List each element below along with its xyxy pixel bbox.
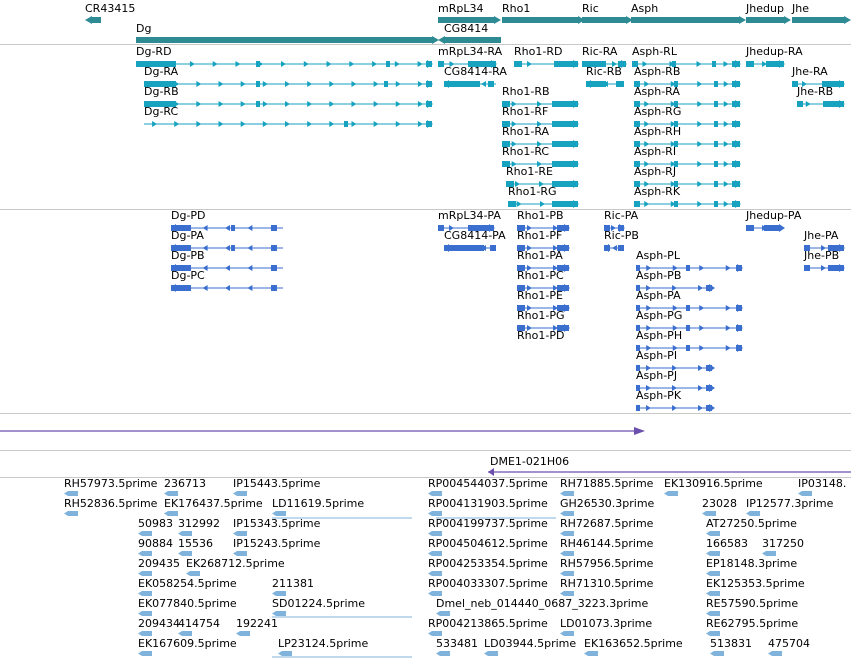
est-glyph[interactable] (436, 651, 476, 657)
est-label: RP004253354.5prime (428, 557, 548, 570)
est-connector[interactable] (436, 516, 556, 520)
est-label: RE62795.5prime (706, 617, 799, 630)
transcript-glyph[interactable] (508, 199, 580, 209)
gene-label: CR43415 (85, 2, 136, 15)
gene-label: Jhe (792, 2, 809, 15)
gene-glyph[interactable] (502, 16, 586, 24)
est-label: RP004544037.5prime (428, 477, 548, 490)
gene-label: mRpL34 (438, 2, 484, 15)
gene-glyph[interactable] (582, 16, 634, 24)
gene-glyph[interactable] (438, 36, 502, 44)
transcript-label: Asph-RG (634, 105, 682, 118)
transcript-glyph[interactable] (144, 99, 434, 109)
protein-label: Asph-PA (636, 289, 681, 302)
est-label: IP15443.5prime (233, 477, 321, 490)
vector-contig-glyph[interactable] (0, 426, 851, 438)
est-label: EK268712.5prime (186, 557, 285, 570)
gene-glyph[interactable] (136, 36, 440, 44)
transcript-label: Dg-RA (144, 65, 179, 78)
est-label: LD11619.5prime (272, 497, 365, 510)
clone-glyph[interactable] (488, 468, 851, 476)
protein-label: Dg-PD (171, 209, 206, 222)
transcript-label: Asph-RB (634, 65, 681, 78)
est-label: RH71885.5prime (560, 477, 654, 490)
est-label: RP004131903.5prime (428, 497, 548, 510)
est-label: 23028 (702, 497, 737, 510)
protein-label: Asph-PL (636, 249, 680, 262)
est-label: LD03944.5prime (484, 637, 577, 650)
transcript-label: Rho1-RG (508, 185, 557, 198)
est-glyph[interactable] (710, 651, 750, 657)
transcript-label: Jhedup-RA (746, 45, 803, 58)
protein-label: Rho1-PD (517, 329, 565, 342)
est-label: 513831 (710, 637, 752, 650)
gene-label: CG8414 (444, 22, 489, 35)
transcript-label: Rho1-RA (502, 125, 550, 138)
transcript-label: Dg-RB (144, 85, 179, 98)
protein-label: Jhe-PA (804, 229, 839, 242)
transcript-glyph[interactable] (144, 119, 434, 129)
track-divider (0, 44, 851, 45)
est-label: 50983 (138, 517, 173, 530)
est-label: LD01073.3prime (560, 617, 653, 630)
gene-glyph[interactable] (85, 16, 102, 24)
transcript-glyph[interactable] (514, 59, 580, 69)
protein-label: Rho1-PA (517, 249, 563, 262)
protein-label: CG8414-PA (444, 229, 506, 242)
est-label: RH72687.5prime (560, 517, 654, 530)
est-glyph[interactable] (768, 651, 808, 657)
track-divider (0, 413, 851, 414)
transcript-label: Ric-RB (586, 65, 622, 78)
protein-label: Jhedup-PA (746, 209, 802, 222)
est-label: EP18148.3prime (706, 557, 798, 570)
est-label: EK058254.5prime (138, 577, 237, 590)
est-label: 90884 (138, 537, 173, 550)
est-label: EK130916.5prime (664, 477, 763, 490)
est-label: LP23124.5prime (278, 637, 369, 650)
est-glyph[interactable] (664, 491, 704, 497)
transcript-label: CG8414-RA (444, 65, 507, 78)
protein-glyph[interactable] (444, 243, 498, 253)
transcript-glyph[interactable] (136, 59, 434, 69)
est-label: RH71310.5prime (560, 577, 654, 590)
est-glyph[interactable] (64, 511, 104, 517)
transcript-label: Ric-RA (582, 45, 618, 58)
protein-label: Asph-PJ (636, 369, 678, 382)
protein-label: Ric-PA (604, 209, 639, 222)
est-label: RE57590.5prime (706, 597, 799, 610)
gene-glyph[interactable] (631, 16, 747, 24)
transcript-label: Rho1-RB (502, 85, 550, 98)
transcript-label: Jhe-RB (797, 85, 834, 98)
transcript-label: Asph-RK (634, 185, 681, 198)
est-label: EK167609.5prime (138, 637, 237, 650)
transcript-glyph[interactable] (444, 79, 498, 89)
protein-label: Dg-PC (171, 269, 205, 282)
est-label: EK176437.5prime (164, 497, 263, 510)
est-label: RP004033307.5prime (428, 577, 548, 590)
protein-label: Jhe-PB (804, 249, 840, 262)
est-label: 312992 (178, 517, 220, 530)
est-label: 15536 (178, 537, 213, 550)
est-label: RH57973.5prime (64, 477, 158, 490)
est-glyph[interactable] (138, 651, 178, 657)
gene-glyph[interactable] (792, 16, 851, 24)
protein-label: Asph-PI (636, 349, 678, 362)
est-connector[interactable] (272, 615, 412, 619)
protein-label: mRpL34-PA (438, 209, 501, 222)
est-glyph[interactable] (584, 651, 624, 657)
est-glyph[interactable] (484, 651, 524, 657)
est-label: RP004199737.5prime (428, 517, 548, 530)
clone-label: DME1-021H06 (490, 455, 570, 468)
transcript-label: Asph-RL (632, 45, 677, 58)
protein-glyph[interactable] (804, 263, 846, 273)
est-label: GH26530.3prime (560, 497, 655, 510)
transcript-label: Rho1-RD (514, 45, 563, 58)
transcript-label: Asph-RI (634, 145, 677, 158)
est-label: 209435 (138, 557, 180, 570)
est-label: RH52836.5prime (64, 497, 158, 510)
est-glyph[interactable] (236, 631, 276, 637)
protein-glyph[interactable] (636, 403, 716, 413)
transcript-label: Rho1-RF (502, 105, 549, 118)
est-label: Dmel_neb_014440_0687_3223.3prime (436, 597, 649, 610)
est-label: IP15243.5prime (233, 537, 321, 550)
est-label: 236713 (164, 477, 206, 490)
protein-label: Rho1-PG (517, 309, 565, 322)
est-label: 209434 (138, 617, 180, 630)
est-label: SD01224.5prime (272, 597, 365, 610)
transcript-label: mRpL34-RA (438, 45, 503, 58)
est-connector[interactable] (272, 655, 412, 659)
transcript-label: Asph-RJ (634, 165, 677, 178)
gene-label: Ric (582, 2, 599, 15)
est-label: 533481 (436, 637, 478, 650)
protein-glyph[interactable] (171, 283, 285, 293)
est-label: EK125353.5prime (706, 577, 805, 590)
track-divider (0, 450, 851, 451)
protein-label: Asph-PB (636, 269, 682, 282)
transcript-label: Jhe-RA (792, 65, 828, 78)
transcript-label: Dg-RC (144, 105, 179, 118)
transcript-label: Dg-RD (136, 45, 172, 58)
transcript-glyph[interactable] (746, 59, 786, 69)
est-connector[interactable] (272, 516, 412, 520)
protein-label: Dg-PA (171, 229, 204, 242)
gene-label: Dg (136, 22, 152, 35)
est-label: 166583 (706, 537, 748, 550)
protein-glyph[interactable] (604, 243, 626, 253)
track-divider (0, 209, 851, 210)
transcript-glyph[interactable] (586, 79, 626, 89)
transcript-label: Rho1-RE (506, 165, 553, 178)
gene-label: Asph (631, 2, 659, 15)
transcript-label: Asph-RH (634, 125, 682, 138)
protein-glyph[interactable] (746, 223, 786, 233)
est-label: RP004213865.5prime (428, 617, 548, 630)
protein-label: Ric-PB (604, 229, 639, 242)
protein-label: Rho1-PC (517, 269, 564, 282)
est-label: AT27250.5prime (706, 517, 797, 530)
transcript-glyph[interactable] (797, 99, 846, 109)
protein-label: Rho1-PE (517, 289, 563, 302)
est-label: 211381 (272, 577, 314, 590)
protein-label: Asph-PH (636, 329, 683, 342)
protein-label: Asph-PK (636, 389, 682, 402)
est-label: EK163652.5prime (584, 637, 683, 650)
gene-label: Jhedup (746, 2, 784, 15)
est-label: IP15343.5prime (233, 517, 321, 530)
est-label: 317250 (762, 537, 804, 550)
transcript-glyph[interactable] (144, 79, 434, 89)
transcript-label: Rho1-RC (502, 145, 550, 158)
transcript-label: Asph-RA (634, 85, 680, 98)
protein-label: Rho1-PF (517, 229, 563, 242)
est-label: 192241 (236, 617, 278, 630)
est-label: RH46144.5prime (560, 537, 654, 550)
protein-label: Rho1-PB (517, 209, 564, 222)
est-label: 475704 (768, 637, 810, 650)
est-label: IP03148. (798, 477, 847, 490)
gene-label: Rho1 (502, 2, 531, 15)
est-label: RP004504612.5prime (428, 537, 548, 550)
protein-label: Asph-PG (636, 309, 683, 322)
est-label: RH57956.5prime (560, 557, 654, 570)
est-label: 414754 (178, 617, 220, 630)
gene-glyph[interactable] (746, 16, 792, 24)
est-label: EK077840.5prime (138, 597, 237, 610)
protein-label: Dg-PB (171, 249, 205, 262)
est-label: IP12577.3prime (746, 497, 834, 510)
transcript-glyph[interactable] (634, 199, 742, 209)
